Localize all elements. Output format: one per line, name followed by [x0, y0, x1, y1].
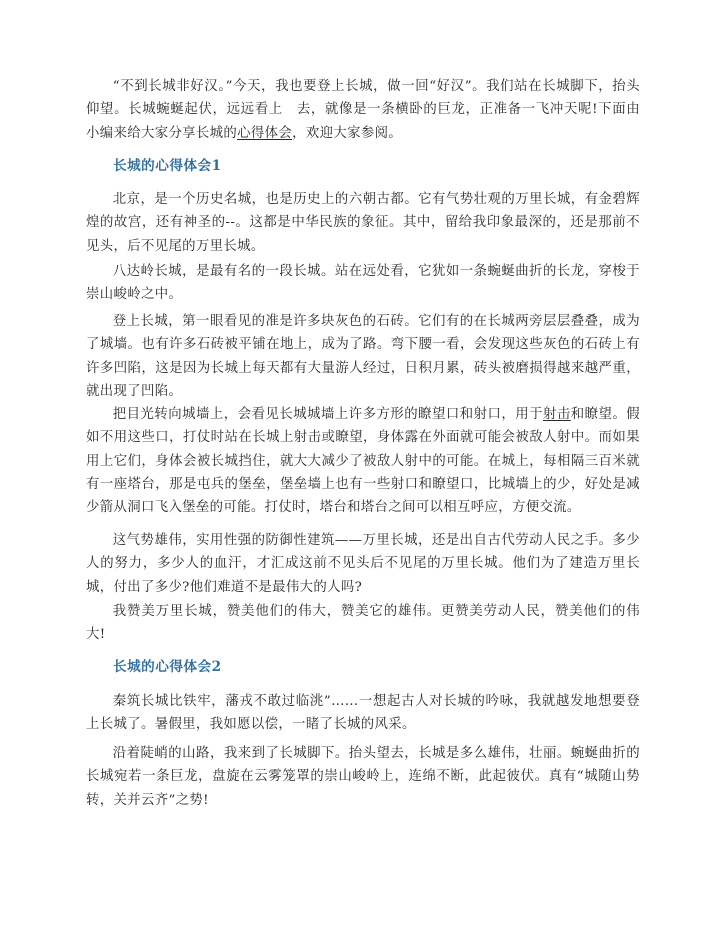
- section2-heading: 长城的心得体会2: [113, 659, 222, 675]
- section2-paragraph-1: 秦筑长城比铁牢，藩戎不敢过临洮”……一想起古人对长城的吟咏，我就越发地想要登上长城了。暑假里，我如愿以偿，一睹了长城的风采。: [86, 694, 640, 733]
- section2-paragraph-2: 沿着陡峭的山路，我来到了长城脚下。抬头望去，长城是多么雄伟，壮丽。蜿蜒曲折的长城宛若一条巨龙，盘旋在云雾笼罩的崇山峻岭上，连绵不断，此起彼伏。真有“城随山势转，关并云齐”之势!: [86, 746, 640, 808]
- section1-paragraph-6: 我赞美万里长城，赞美他们的伟大，赞美它的雄伟。更赞美劳动人民，赞美他们的伟大!: [86, 604, 640, 643]
- section1-paragraph-1: 北京，是一个历史名城，也是历史上的六朝古都。它有气势壮观的万里长城，有金碧辉煌的故宫，还有神圣的--。这都是中华民族的象征。其中，留给我印象最深的，还是那前不见头，后不见尾的万里长城。: [86, 192, 640, 254]
- section1-paragraph-3: 登上长城，第一眼看见的准是许多块灰色的石砖。它们有的在长城两旁层层叠叠，成为了城墙。也有许多石砖被平铺在地上，成为了路。弯下腰一看，会发现这些灰色的石砖上有许多凹陷，这是因为长城上每天都有大量游人经过，日积月累，砖头被磨损得越来越严重，就出现了凹陷。: [86, 314, 640, 399]
- section1-paragraph-4: 把目光转向城墙上，会看见长城城墙上许多方形的瞭望口和射口，用于射击和瞭望。假如不用这些口，打仗时站在长城上射击或瞭望，身体露在外面就可能会被敌人射中。而如果用上它们，身体会被长城挡住，就大大减少了被敌人射中的可能。在城上，每相隔三百米就有一座塔台，那是屯兵的堡垒，堡垒墙上也有一些射口和瞭望口，比城墙上的少，好处是减少箭从洞口飞入堡垒的可能。打仗时，塔台和塔台之间可以相互呼应，方便交流。: [86, 407, 640, 516]
- intro-paragraph: “不到长城非好汉。”今天，我也要登上长城，做一回“好汉”。我们站在长城脚下，抬头仰望。长城蜿蜒起伏，远远看上 去，就像是一条横卧的巨龙，正准备一飞冲天呢!下面由小编来给大家分享长城的心得体会，欢迎大家参阅。: [86, 79, 640, 141]
- shooting-link[interactable]: 射击: [542, 407, 571, 422]
- heart-experience-link[interactable]: 心得体会: [237, 125, 293, 141]
- section1-paragraph-2: 八达岭长城，是最有名的一段长城。站在远处看，它犹如一条蜿蜒曲折的长龙，穿梭于崇山峻岭之中。: [86, 264, 640, 303]
- section1-heading: 长城的心得体会1: [113, 158, 222, 174]
- section1-paragraph-5: 这气势雄伟，实用性强的防御性建筑——万里长城，还是出自古代劳动人民之手。多少人的努力，多少人的血汗，才汇成这前不见头后不见尾的万里长城。他们为了建造万里长城，付出了多少?他们难道不是最伟大的人吗?: [86, 533, 640, 595]
